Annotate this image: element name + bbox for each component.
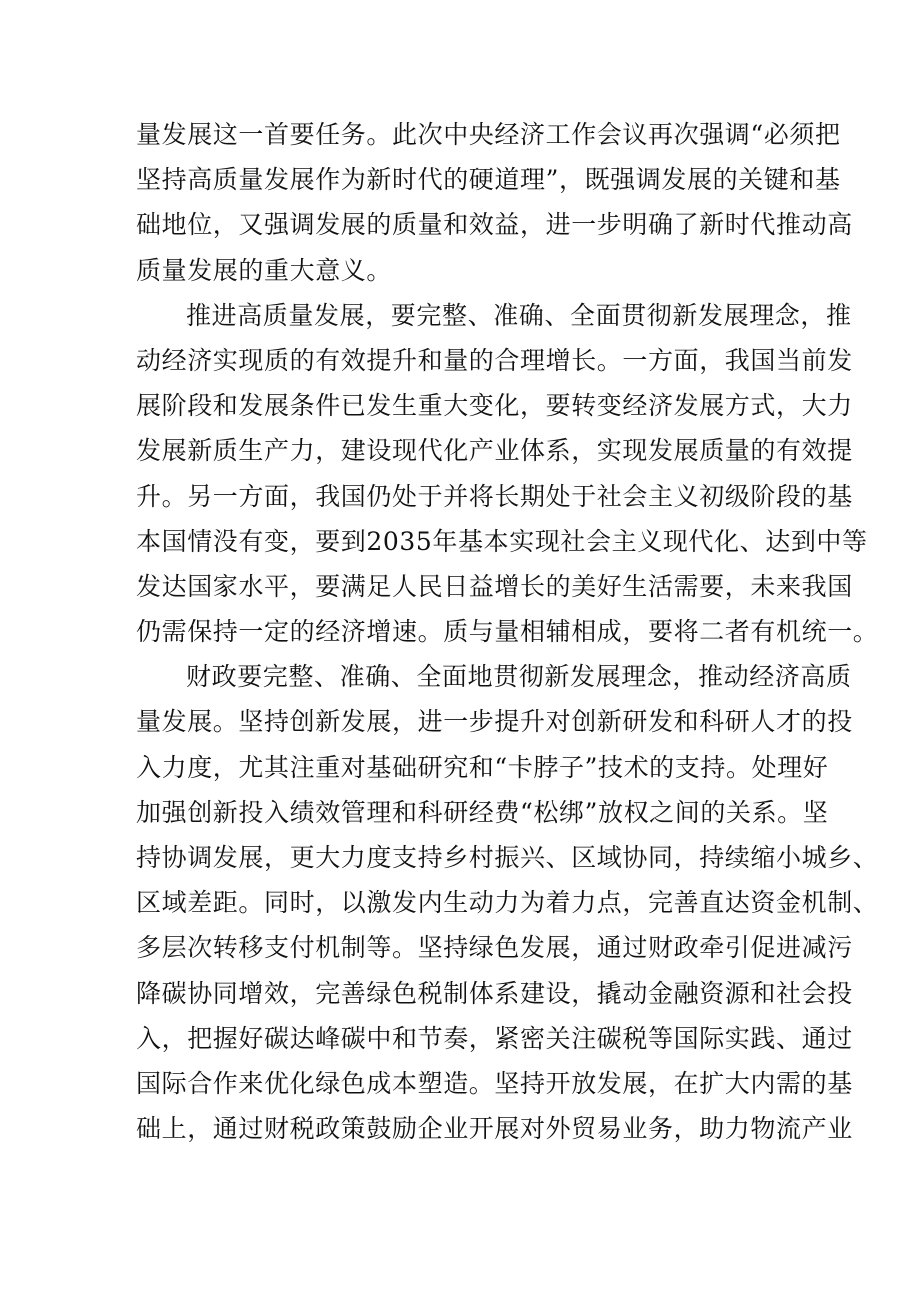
text-line: 量发展。坚持创新发展，进一步提升对创新研发和科研人才的投 [136,707,853,737]
text-line: 升。另一方面，我国仍处于并将长期处于社会主义初级阶段的基 [136,481,853,511]
text-line: 持协调发展，更大力度支持乡村振兴、区域协同，持续缩小城乡、 [136,843,879,872]
text-line: 入，把握好碳达峰碳中和节奏，紧密关注碳税等国际实践、通过 [136,1023,853,1053]
text-line: 降碳协同增效，完善绿色税制体系建设，撬动金融资源和社会投 [136,978,853,1008]
paragraph-start-line: 推进高质量发展，要完整、准确、全面贯彻新发展理念，推 [186,300,852,330]
text-line: 加强创新投入绩效管理和科研经费“松绑”放权之间的关系。坚 [136,797,829,827]
text-line: 国际合作来优化绿色成本塑造。坚持开放发展，在扩大内需的基 [136,1068,853,1098]
text-line: 本国情没有变，要到2035年基本实现社会主义现代化、达到中等 [136,526,868,556]
text-line: 发达国家水平，要满足人民日益增长的美好生活需要，未来我国 [136,571,853,601]
text-line: 仍需保持一定的经济增速。质与量相辅相成，要将二者有机统一。 [136,617,879,647]
text-line: 质量发展的重大意义。 [136,255,393,285]
text-line: 展阶段和发展条件已发生重大变化，要转变经济发展方式，大力 [136,391,853,421]
text-line: 区域差距。同时，以激发内生动力为着力点，完善直达资金机制、 [136,888,879,918]
text-line: 础上，通过财税政策鼓励企业开展对外贸易业务，助力物流产业 [136,1114,853,1144]
text-line: 入力度，尤其注重对基础研究和“卡脖子”技术的支持。处理好 [136,752,829,782]
paragraph-start-line: 财政要完整、准确、全面地贯彻新发展理念，推动经济高质 [186,662,852,692]
text-line: 量发展这一首要任务。此次中央经济工作会议再次强调“必须把 [136,120,841,149]
text-line: 础地位，又强调发展的质量和效益，进一步明确了新时代推动高 [136,210,853,240]
text-line: 坚持高质量发展作为新时代的硬道理”，既强调发展的关键和基 [136,165,841,195]
document-body [136,112,879,1151]
text-line: 动经济实现质的有效提升和量的合理增长。一方面，我国当前发 [136,345,853,375]
text-line: 发展新质生产力，建设现代化产业体系，实现发展质量的有效提 [136,436,853,466]
text-line: 多层次转移支付机制等。坚持绿色发展，通过财政牵引促进减污 [136,933,853,963]
